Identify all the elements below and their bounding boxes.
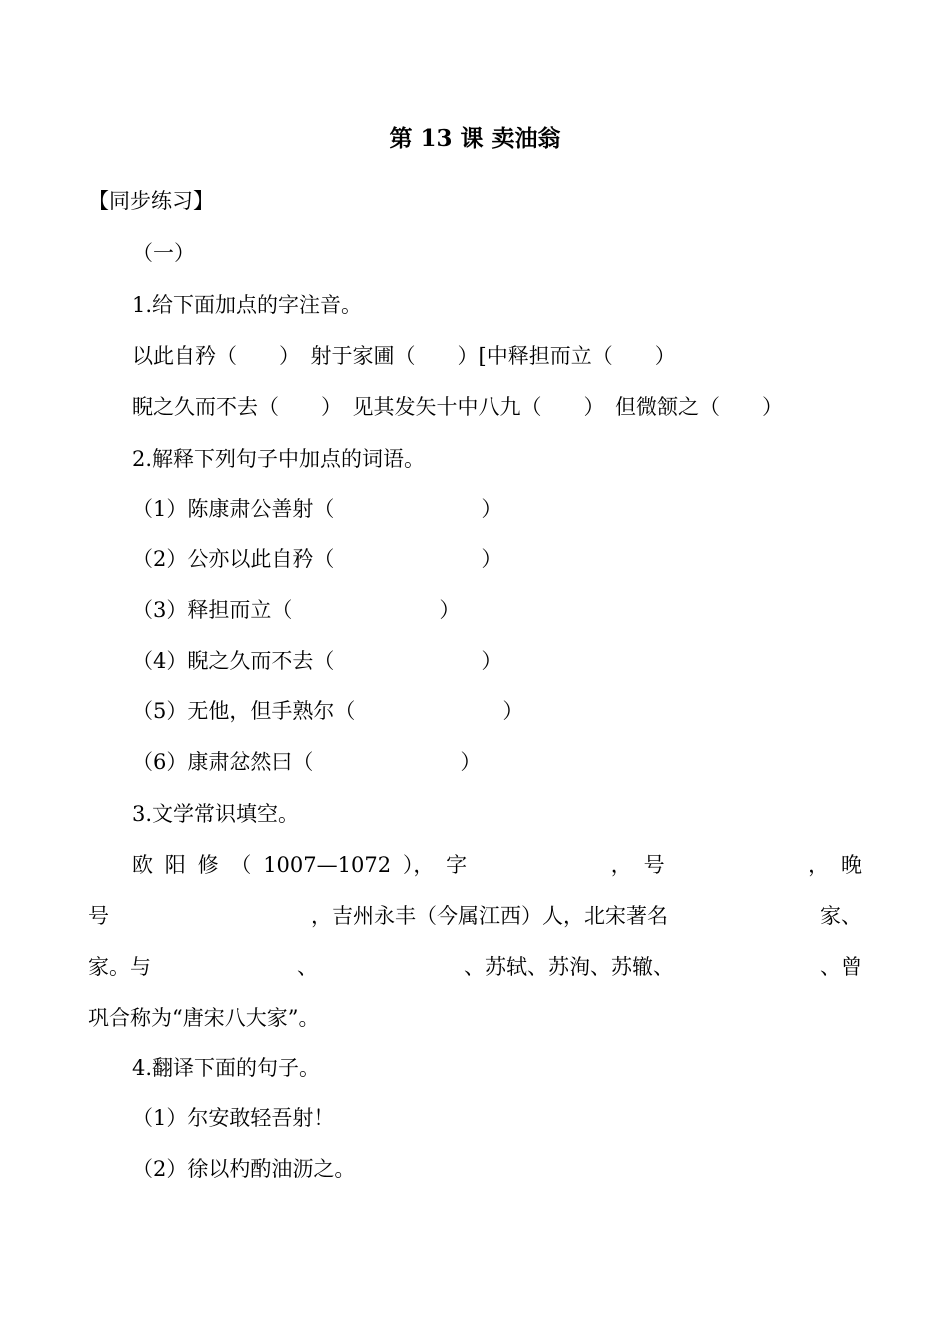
q2-item: （1）陈康肃公善射（ ） [132,497,503,521]
q4-item: （2）徐以杓酌油沥之。 [132,1157,356,1181]
q3-text: 家。与 [88,955,151,979]
q3-text: ）， [402,853,435,877]
q3-text: ， [808,853,830,877]
q4-item: （1）尔安敢轻吾射！ [132,1106,335,1130]
q3-line-1 [132,852,862,878]
q3-text: 、苏轼、苏洵、苏辙、 [464,955,674,979]
q3-text: ，吉州永丰（今属江西）人，北宋著名 [311,904,668,928]
q3-text: 家、 [820,904,862,928]
q2-item: （2）公亦以此自矜（ ） [132,547,503,571]
q1-line-2: 睨之久而不去（ ） 见其发矢十中八九（ ） 但微颔之（ ） [132,395,783,419]
q4-heading: 4.翻译下面的句子。 [132,1056,321,1080]
q2-item: （6）康肃忿然曰（ ） [132,750,482,774]
q2-heading: 2.解释下列句子中加点的词语。 [132,447,426,471]
q3-text: （ [230,853,252,877]
q3-text: 号 [88,904,109,928]
q2-item: （4）睨之久而不去（ ） [132,649,503,673]
q2-item: （3）释担而立（ ） [132,598,461,622]
q3-line-3 [88,954,862,980]
q3-text: 字 [446,853,468,877]
q3-line-4: 巩合称为“唐宋八大家”。 [88,1006,320,1030]
q3-text: 1007—1072 [263,853,392,877]
q3-text: 欧 [132,853,153,877]
q3-line-2 [88,903,862,929]
q2-item: （5）无他，但手熟尔（ ） [132,699,524,723]
q1-line-1: 以此自矜（ ） 射于家圃（ ）[中释担而立（ ） [132,344,676,368]
q3-text: 号 [643,853,665,877]
section-heading: 【同步练习】 [88,189,214,213]
q3-text: 、 [297,955,318,979]
part-label: （一） [132,241,195,265]
q3-text: 晚 [840,853,862,877]
q3-text: 修 [197,853,219,877]
q3-text: 、曾 [820,955,862,979]
q3-heading: 3.文学常识填空。 [132,802,300,826]
q1-heading: 1.给下面加点的字注音。 [132,293,363,317]
q3-text: 阳 [164,853,186,877]
q3-text: ， [610,853,632,877]
page-title: 第 13 课 卖油翁 [389,125,561,152]
